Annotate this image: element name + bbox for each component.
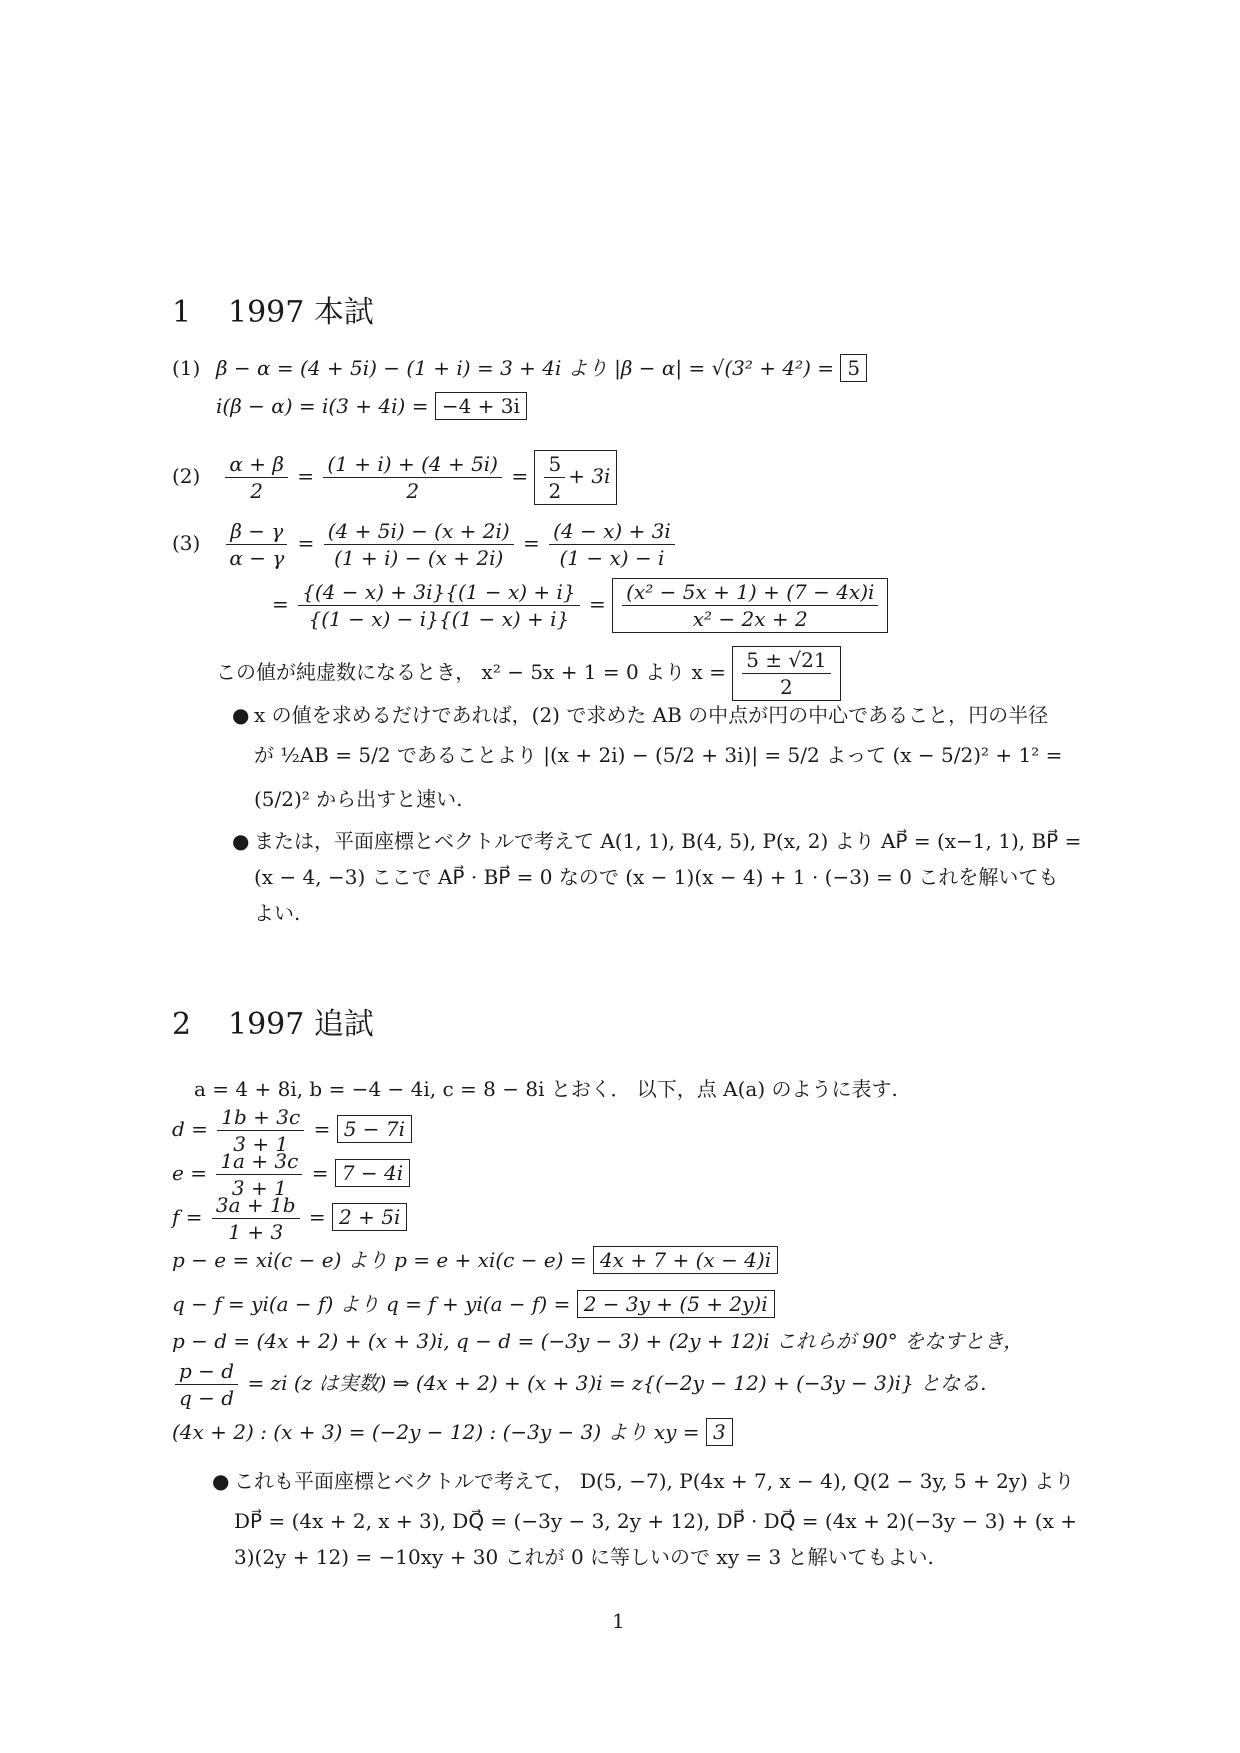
fraction: $\frac{(4 - x) + 3i}{(1 - x) - i}$ <box>549 520 675 569</box>
answer-box <box>612 578 888 633</box>
fraction: $\frac{(1 + i) + (4 + 5i)}{2}$ <box>323 453 502 502</box>
bullet-icon: ● <box>232 703 250 727</box>
ratio-line: $\frac{p - d}{q - d}$ = zi (z は実数) ⇒ (4x + 2) + (x + 3)i = z{(−2y − 12) + (−3y − 3)i} となる. <box>172 1360 987 1409</box>
bullet-note-2 <box>232 830 1081 924</box>
bullet-icon: ● <box>212 1469 230 1493</box>
section-2-heading <box>172 1008 374 1041</box>
fraction: $\frac{1b + 3c}{3 + 1}$ <box>217 1106 304 1155</box>
bullet-line: ● または，平面座標とベクトルで考えて A(1, 1), B(4, 5), P(x, 2) より AP⃗ = (x−1, 1), BP⃗ = <box>232 829 1082 853</box>
section-1-heading <box>172 296 374 329</box>
problem-1-line-1 <box>172 354 867 382</box>
section-1-title: 1997 本試 <box>228 295 374 330</box>
problem-2-line: (2) $\frac{\alpha + \beta}{2}$ = $\frac{(1 + i) + (4 + 5i)}{2}$ = $\frac{5}{2}$ + 3i <box>172 450 617 505</box>
fraction: $\frac{5 \pm √21}{2}$ <box>742 649 830 698</box>
problem-1-label: (1) <box>172 356 201 380</box>
fraction: $\frac{\beta - \gamma}{\alpha - \gamma}$ <box>225 520 288 569</box>
answer-box: 2 + 5i <box>332 1203 407 1231</box>
bullet-line: (x − 4, −3) ここで AP⃗ · BP⃗ = 0 なので (x − 1)(x − 4) + 1 · (−3) = 0 これを解いても <box>254 865 1059 889</box>
bullet-line: よい. <box>254 901 301 925</box>
answer-box: 4x + 7 + (x − 4)i <box>593 1246 778 1274</box>
problem-1-line-2 <box>216 392 527 420</box>
bullet-note-3 <box>212 1470 1077 1568</box>
problem-3-line-2: = $\frac{\{(4 - x) + 3i\}\{(1 - x) + i\}}{\{(1 - x) - i\}\{(1 - x) + i\}}$ = $\frac{\text{(x² − 5x + 1) + (7 − 4x)i}}{\text{x² − 2x + 2}}$ <box>272 578 888 633</box>
xy-line: (4x + 2) : (x + 3) = (−2y − 12) : (−3y − 3) より xy = 3 <box>172 1418 733 1446</box>
bullet-line: ● x の値を求めるだけであれば，(2) で求めた AB の中点が円の中心であること，円の半径 <box>232 703 1049 727</box>
problem-3-label: (3) <box>172 531 201 555</box>
section-2-intro: a = 4 + 8i, b = −4 − 4i, c = 8 − 8i とおく． 以下，点 A(a) のように表す. <box>194 1077 898 1101</box>
e-line: e = $\frac{1a + 3c}{3 + 1}$ = 7 − 4i <box>172 1150 410 1199</box>
problem-3-line-1: (3) $\frac{\beta - \gamma}{\alpha - \gamma}$ = $\frac{(4 + 5i) - (x + 2i)}{(1 + i) - (x + 2i)}$ = $\frac{(4 - x) + 3i}{(1 - x) - i}$ <box>172 520 678 569</box>
fraction: $\frac{p - d}{q - d}$ <box>175 1360 238 1409</box>
fraction: $\frac{\alpha + \beta}{2}$ <box>225 453 288 502</box>
bullet-icon: ● <box>232 829 250 853</box>
condition-text: この値が純虚数になるとき， x² − 5x + 1 = 0 より x = <box>216 660 726 684</box>
fraction: $\frac{\text{(x² − 5x + 1) + (7 − 4x)i}}{\text{x² − 2x + 2}}$ <box>622 581 878 630</box>
d-line: d = $\frac{1b + 3c}{3 + 1}$ = 5 − 7i <box>172 1106 412 1155</box>
pd-line: p − d = (4x + 2) + (x + 3)i, q − d = (−3y − 3) + (2y + 12)i これらが 90° をなすとき， <box>172 1329 1024 1353</box>
problem-1-expression-2: i(β − α) = i(3 + 4i) = <box>216 394 429 418</box>
problem-3-condition <box>216 646 841 701</box>
bullet-line: DP⃗ = (4x + 2, x + 3), DQ⃗ = (−3y − 3, 2y + 12), DP⃗ · DQ⃗ = (4x + 2)(−3y − 3) + (x + <box>234 1509 1077 1533</box>
problem-1-expression: β − α = (4 + 5i) − (1 + i) = 3 + 4i より |β − α| = √(3² + 4²) = <box>216 356 835 380</box>
answer-box: 7 − 4i <box>335 1159 410 1187</box>
section-2-number: 2 <box>172 1007 192 1042</box>
problem-2-label: (2) <box>172 464 201 488</box>
answer-box: $\frac{5}{2}$ + 3i <box>534 450 617 505</box>
fraction: $\frac{\{(4 - x) + 3i\}\{(1 - x) + i\}}{\{(1 - x) - i\}\{(1 - x) + i\}}$ <box>298 581 580 630</box>
bullet-note-1 <box>232 704 1062 810</box>
f-line: f = $\frac{3a + 1b}{1 + 3}$ = 2 + 5i <box>172 1194 407 1243</box>
q-line: q − f = yi(a − f) より q = f + yi(a − f) = 2 − 3y + (5 + 2y)i <box>172 1290 775 1318</box>
answer-box: −4 + 3i <box>435 392 527 420</box>
fraction: $\frac{3a + 1b}{1 + 3}$ <box>212 1194 300 1243</box>
section-1-number: 1 <box>172 295 192 330</box>
bullet-line: (5/2)² から出すと速い. <box>254 787 463 811</box>
answer-box: 5 − 7i <box>337 1115 412 1143</box>
fraction: $\frac{5}{2}$ <box>544 453 565 502</box>
answer-box: 3 <box>706 1418 733 1446</box>
fraction: $\frac{1a + 3c}{3 + 1}$ <box>216 1150 302 1199</box>
answer-box <box>732 646 840 701</box>
bullet-line: が ½AB = 5/2 であることより |(x + 2i) − (5/2 + 3i)| = 5/2 よって (x − 5/2)² + 1² = <box>254 743 1063 767</box>
page-number: 1 <box>612 1609 625 1633</box>
p-line: p − e = xi(c − e) より p = e + xi(c − e) = 4x + 7 + (x − 4)i <box>172 1246 778 1274</box>
bullet-line: 3)(2y + 12) = −10xy + 30 これが 0 に等しいので xy = 3 と解いてもよい. <box>234 1545 934 1569</box>
section-2-title: 1997 追試 <box>228 1007 374 1042</box>
answer-box: 2 − 3y + (5 + 2y)i <box>577 1290 775 1318</box>
bullet-line: ● これも平面座標とベクトルで考えて， D(5, −7), P(4x + 7, x − 4), Q(2 − 3y, 5 + 2y) より <box>212 1469 1075 1493</box>
fraction: $\frac{(4 + 5i) - (x + 2i)}{(1 + i) - (x + 2i)}$ <box>324 520 514 569</box>
answer-box: 5 <box>840 354 867 382</box>
